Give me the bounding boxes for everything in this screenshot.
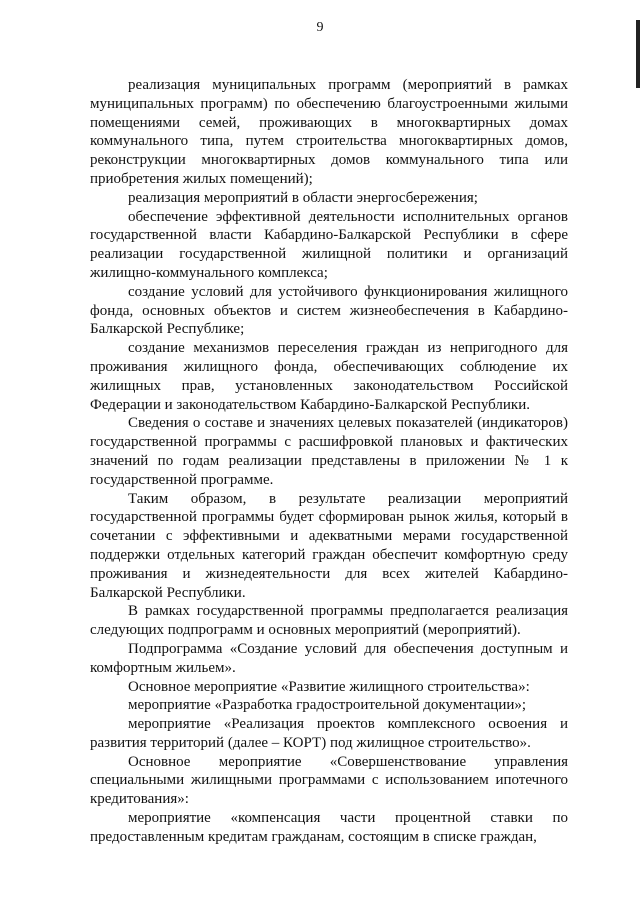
paragraph: мероприятие «компенсация части процентной ставки по предоставленным кредитам гражданам, состоящим в списке граждан, [90,810,568,845]
paragraph: создание механизмов переселения граждан из непригодного для проживания жилищного фонда, обеспечивающих соблюдение их жилищных прав, установленных законодательством Российской Федерации и законодательством Кабардино-Балкарской Республики. [90,340,568,413]
page-number: 9 [316,20,324,35]
paragraph: Подпрограмма «Создание условий для обеспечения доступным и комфортным жильем». [90,640,568,676]
paragraph: мероприятие «Реализация проектов комплексного освоения и развития территорий (далее – КОРТ) под жилищное строительство». [90,716,568,751]
document-body [90,76,568,847]
paragraph: Таким образом, в результате реализации мероприятий государственной программы будет сформирован рынок жилья, который в сочетании с эффективными и адекватными мерами государственной поддержки отдельных категорий граждан обеспечит комфортную среду проживания и жизнедеятельности для всех жителей Кабардино-Балкарской Республики. [90,490,568,601]
paragraph: Основное мероприятие «Совершенствование управления специальными жилищными программами с использованием ипотечного кредитования»: [90,753,568,808]
paragraph: мероприятие «Разработка градостроительной документации»; [128,697,527,714]
paragraph: Сведения о составе и значениях целевых показателей (индикаторов) государственной программы с расшифровкой плановых и фактических значений по годам реализации представлены в приложении № 1 к государственной программе. [90,415,568,488]
paragraph: обеспечение эффективной деятельности исполнительных органов государственной власти Кабардино-Балкарской Республики в сфере реализации государственной жилищной политики и организаций жилищно-коммунального комплекса; [90,208,568,281]
paragraph: В рамках государственной программы предполагается реализация следующих подпрограмм и основных мероприятий (мероприятий). [90,603,568,639]
paragraph: создание условий для устойчивого функционирования жилищного фонда, основных объектов и систем жизнеобеспечения в Кабардино-Балкарской Республике; [90,283,568,338]
paragraph: реализация мероприятий в области энергосбережения; [128,189,478,206]
paragraph: Основное мероприятие «Развитие жилищного строительства»: [128,678,530,695]
paragraph: реализация муниципальных программ (мероприятий в рамках муниципальных программ) по обеспечению благоустроенными жилыми помещениями семей, проживающих в многоквартирных домах коммунального типа, путем строительства многоквартирных домов, реконструкции многоквартирных домов коммунального типа или приобретения жилых помещений); [90,77,568,187]
